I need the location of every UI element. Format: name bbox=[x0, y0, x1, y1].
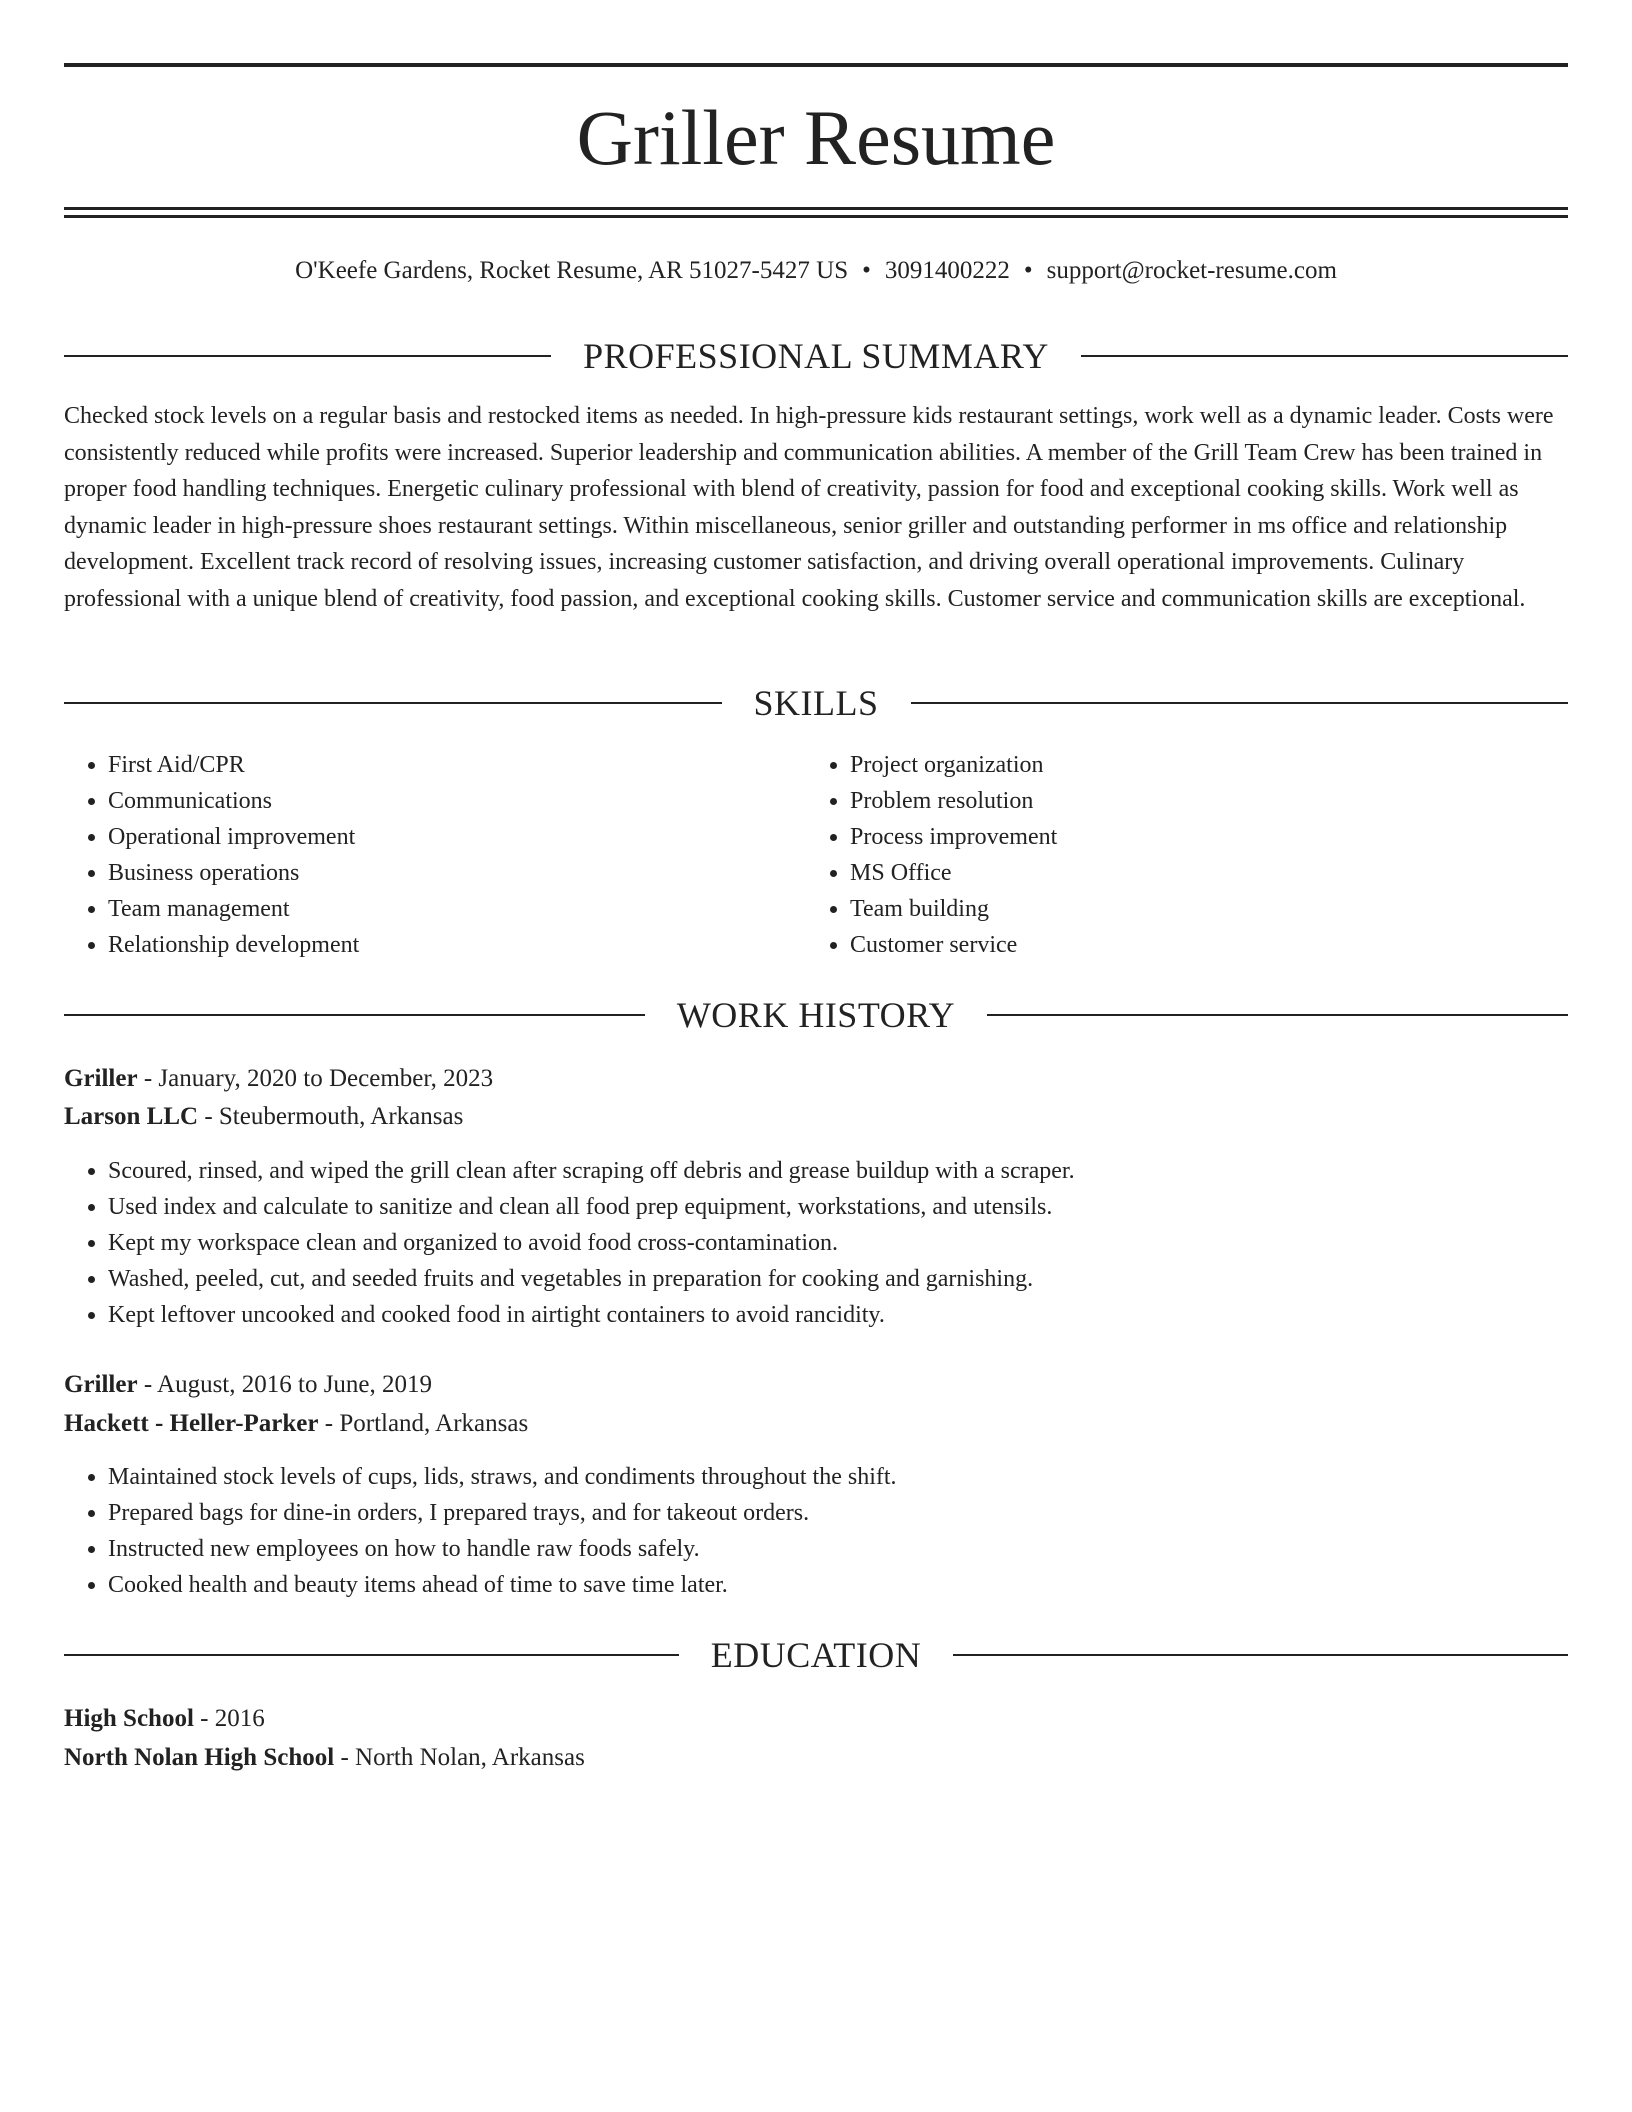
section-rule-right bbox=[953, 1654, 1568, 1656]
job-title-line bbox=[64, 1367, 1568, 1403]
skill-item: • Team building bbox=[850, 891, 1546, 927]
section-rule-left bbox=[64, 702, 722, 704]
education-degree-line bbox=[64, 1701, 1568, 1737]
skill-item: • Business operations bbox=[108, 855, 804, 891]
job-duty: • Prepared bags for dine-in orders, I prepared trays, and for takeout orders. bbox=[108, 1495, 1568, 1531]
job-title: Griller bbox=[64, 1065, 138, 1092]
job-duty: • Kept my workspace clean and organized to avoid food cross-contamination. bbox=[108, 1225, 1568, 1261]
section-heading-education bbox=[64, 1633, 1568, 1677]
skill-item: • MS Office bbox=[850, 855, 1546, 891]
skill-item: • Customer service bbox=[850, 927, 1546, 963]
job-company: Hackett - Heller-Parker bbox=[64, 1410, 319, 1437]
section-heading-work-history bbox=[64, 993, 1568, 1037]
skill-item: • Process improvement bbox=[850, 819, 1546, 855]
job-location: - Steubermouth, Arkansas bbox=[198, 1103, 464, 1130]
job-duty: • Used index and calculate to sanitize and clean all food prep equipment, workstations, and utensils. bbox=[108, 1189, 1568, 1225]
contact-line bbox=[64, 253, 1568, 289]
job-location: - Portland, Arkansas bbox=[318, 1410, 529, 1437]
contact-separator: • bbox=[862, 257, 871, 284]
section-rule-left bbox=[64, 1014, 645, 1016]
section-rule-left bbox=[64, 1654, 679, 1656]
job-duty: • Maintained stock levels of cups, lids, straws, and condiments throughout the shift. bbox=[108, 1459, 1568, 1495]
section-title: SKILLS bbox=[753, 683, 879, 723]
resume-title: Griller Resume bbox=[576, 94, 1056, 181]
education-location: - North Nolan, Arkansas bbox=[334, 1744, 585, 1771]
skill-item: • Problem resolution bbox=[850, 783, 1546, 819]
job-dates: - August, 2016 to June, 2019 bbox=[137, 1371, 433, 1398]
job-duty: • Instructed new employees on how to handle raw foods safely. bbox=[108, 1531, 1568, 1567]
job-duty: • Washed, peeled, cut, and seeded fruits and vegetables in preparation for cooking and garnishing. bbox=[108, 1261, 1568, 1297]
section-title: EDUCATION bbox=[710, 1635, 922, 1675]
skill-item: • Communications bbox=[108, 783, 804, 819]
job-bullets bbox=[64, 1459, 1568, 1603]
job-dates: - January, 2020 to December, 2023 bbox=[137, 1065, 494, 1092]
skills-list-right bbox=[806, 747, 1546, 963]
section-rule-right bbox=[911, 702, 1569, 704]
header-double-rule-lower bbox=[64, 215, 1568, 218]
skill-item: • Relationship development bbox=[108, 927, 804, 963]
section-rule-right bbox=[987, 1014, 1568, 1016]
summary-text: Checked stock levels on a regular basis and restocked items as needed. In high-pressure kids restaurant settings, work well as a dynamic leader. Costs were consistently reduced while profits were increased. Superior leadership and communication abilities. A member of the Grill Team Crew has been trained in proper food handling techniques. Energetic culinary professional with blend of creativity, passion for food and exceptional cooking skills. Work well as dynamic leader in high-pressure shoes restaurant settings. Within miscellaneous, senior griller and outstanding performer in ms office and relationship development. Excellent track record of resolving issues, increasing customer satisfaction, and driving overall operational improvements. Culinary professional with a unique blend of creativity, food passion, and exceptional cooking skills. Customer service and communication skills are exceptional. bbox=[64, 403, 1554, 612]
section-rule-right bbox=[1081, 355, 1568, 357]
job-company: Larson LLC bbox=[64, 1103, 199, 1130]
skill-item: • Project organization bbox=[850, 747, 1546, 783]
contact-separator: • bbox=[1023, 257, 1033, 284]
skill-item: • Operational improvement bbox=[108, 819, 804, 855]
education-year: - 2016 bbox=[193, 1705, 265, 1732]
education-degree: High School bbox=[64, 1705, 194, 1732]
section-heading-summary bbox=[64, 334, 1568, 378]
job-duty: • Kept leftover uncooked and cooked food in airtight containers to avoid rancidity. bbox=[108, 1297, 1568, 1333]
job-company-line bbox=[64, 1406, 1568, 1442]
education-school: North Nolan High School bbox=[64, 1744, 335, 1771]
job-duty: • Scoured, rinsed, and wiped the grill clean after scraping off debris and grease buildup with a scraper. bbox=[108, 1153, 1568, 1189]
section-heading-skills bbox=[64, 681, 1568, 725]
job-duty: • Cooked health and beauty items ahead of time to save time later. bbox=[108, 1567, 1568, 1603]
header-double-rule-upper bbox=[64, 207, 1568, 210]
skill-item: • First Aid/CPR bbox=[108, 747, 804, 783]
section-title: PROFESSIONAL SUMMARY bbox=[583, 336, 1049, 376]
job-company-line bbox=[64, 1099, 1568, 1135]
job-title: Griller bbox=[64, 1371, 138, 1398]
header-top-rule bbox=[64, 63, 1568, 67]
job-bullets bbox=[64, 1153, 1568, 1333]
skills-list-left bbox=[64, 747, 804, 963]
contact-address: O'Keefe Gardens, Rocket Resume, AR 51027-5427 US bbox=[295, 257, 849, 284]
job-title-line bbox=[64, 1061, 1568, 1097]
section-rule-left bbox=[64, 355, 551, 357]
skills-column-right bbox=[806, 747, 1546, 963]
skill-item: • Team management bbox=[108, 891, 804, 927]
job-duties-list bbox=[64, 1459, 1568, 1603]
section-title: WORK HISTORY bbox=[676, 995, 956, 1035]
education-school-line bbox=[64, 1740, 1568, 1776]
skills-column-left bbox=[64, 747, 804, 963]
job-duties-list bbox=[64, 1153, 1568, 1333]
contact-phone: 3091400222 bbox=[884, 257, 1010, 284]
contact-email: support@rocket-resume.com bbox=[1046, 257, 1337, 284]
